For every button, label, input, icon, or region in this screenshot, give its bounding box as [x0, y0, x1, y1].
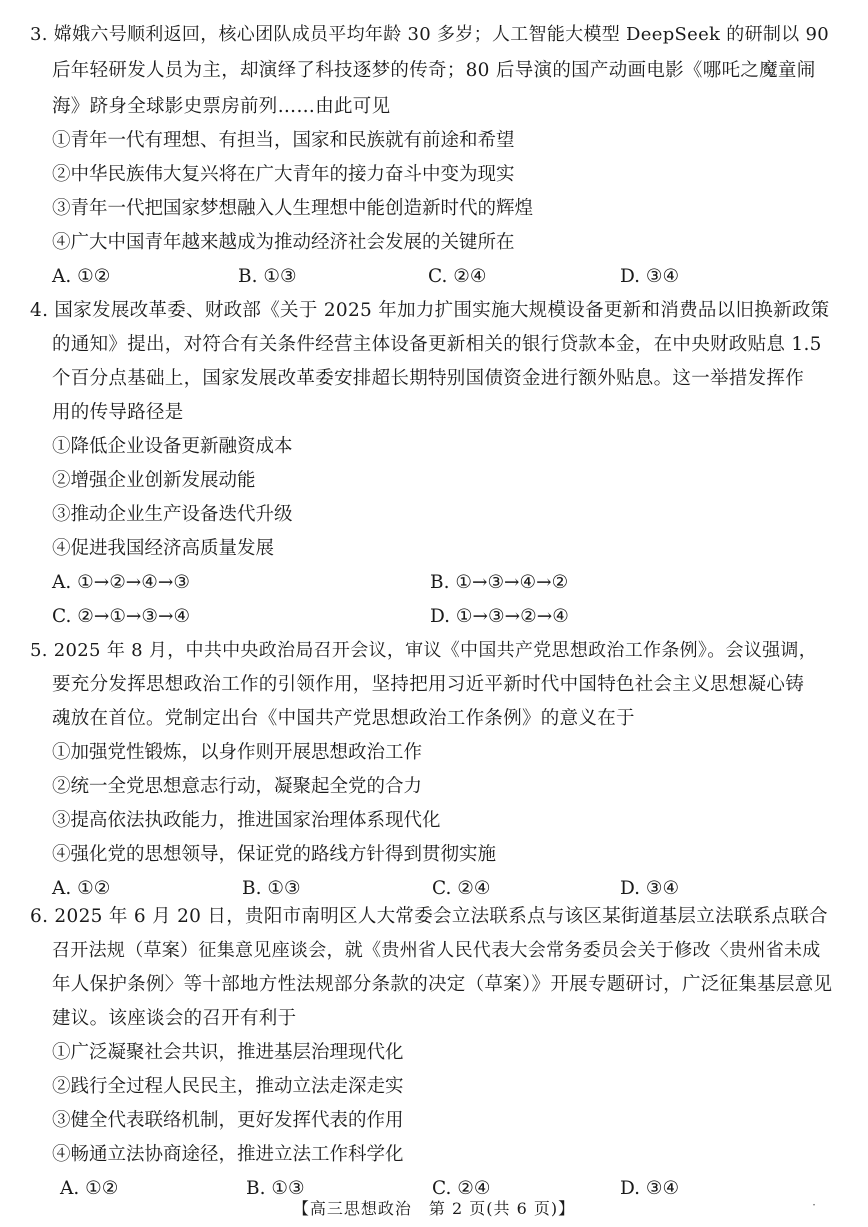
statement-option: ①降低企业设备更新融资成本 [52, 436, 293, 457]
choice-a: A. ①② [52, 878, 111, 899]
statement-option: ③青年一代把国家梦想融入人生理想中能创造新时代的辉煌 [52, 198, 534, 219]
statement-option: ②践行全过程人民民主，推动立法走深走实 [52, 1076, 404, 1097]
choice-b: B. ①→③→④→② [430, 572, 569, 593]
statement-option: ①青年一代有理想、有担当，国家和民族就有前途和希望 [52, 130, 515, 151]
question-stem-line: 海》跻身全球影史票房前列……由此可见 [52, 96, 391, 117]
statement-option: ④强化党的思想领导，保证党的路线方针得到贯彻实施 [52, 844, 497, 865]
question-stem-line: 5. 2025 年 8 月，中共中央政治局召开会议，审议《中国共产党思想政治工作条例》。会议强调， [30, 640, 818, 661]
question-stem-line: 后年轻研发人员为主，却演绎了科技逐梦的传奇；80 后导演的国产动画电影《哪吒之魔童闹 [52, 60, 816, 81]
statement-option: ③提高依法执政能力，推进国家治理体系现代化 [52, 810, 441, 831]
choice-a: A. ①② [52, 266, 111, 287]
statement-option: ③健全代表联络机制，更好发挥代表的作用 [52, 1110, 404, 1131]
question-stem-line: 3. 嫦娥六号顺利返回，核心团队成员平均年龄 30 多岁；人工智能大模型 DeepSeek 的研制以 90 [30, 24, 830, 45]
question-stem-line: 魂放在首位。党制定出台《中国共产党思想政治工作条例》的意义在于 [52, 708, 635, 729]
page-footer: 【高三思想政治 第 2 页(共 6 页)】 [292, 1199, 576, 1218]
statement-option: ③推动企业生产设备迭代升级 [52, 504, 293, 525]
statement-option: ④广大中国青年越来越成为推动经济社会发展的关键所在 [52, 232, 515, 253]
choice-a: A. ①→②→④→③ [52, 572, 190, 593]
choice-d: D. ③④ [620, 1178, 680, 1199]
choice-d: D. ①→③→②→④ [430, 606, 569, 627]
choice-c: C. ②④ [432, 878, 491, 899]
corner-mark: · [812, 1198, 816, 1212]
choice-b: B. ①③ [238, 266, 297, 287]
question-stem-line: 用的传导路径是 [52, 402, 184, 423]
statement-option: ①加强党性锻炼，以身作则开展思想政治工作 [52, 742, 423, 763]
question-stem-line: 召开法规（草案）征集意见座谈会，就《贵州省人民代表大会常务委员会关于修改〈贵州省未成 [52, 940, 821, 961]
question-stem-line: 的通知》提出，对符合有关条件经营主体设备更新相关的银行贷款本金，在中央财政贴息 1.5 [52, 334, 822, 355]
choice-b: B. ①③ [246, 1178, 305, 1199]
statement-option: ①广泛凝聚社会共识，推进基层治理现代化 [52, 1042, 404, 1063]
question-stem-line: 要充分发挥思想政治工作的引领作用，坚持把用习近平新时代中国特色社会主义思想凝心铸 [52, 674, 805, 695]
choice-c: C. ②④ [432, 1178, 491, 1199]
choice-c: C. ②→①→③→④ [52, 606, 191, 627]
statement-option: ④促进我国经济高质量发展 [52, 538, 275, 559]
question-stem-line: 6. 2025 年 6 月 20 日，贵阳市南明区人大常委会立法联系点与该区某街道基层立法联系点联合 [30, 906, 828, 927]
choice-d: D. ③④ [620, 266, 680, 287]
question-stem-line: 个百分点基础上，国家发展改革委安排超长期特别国债资金进行额外贴息。这一举措发挥作 [52, 368, 805, 389]
statement-option: ②统一全党思想意志行动，凝聚起全党的合力 [52, 776, 423, 797]
statement-option: ④畅通立法协商途径，推进立法工作科学化 [52, 1144, 404, 1165]
question-stem-line: 建议。该座谈会的召开有利于 [52, 1008, 297, 1029]
statement-option: ②中华民族伟大复兴将在广大青年的接力奋斗中变为现实 [52, 164, 515, 185]
choice-b: B. ①③ [242, 878, 301, 899]
question-stem-line: 4. 国家发展改革委、财政部《关于 2025 年加力扩围实施大规模设备更新和消费品以旧换新政策 [30, 300, 830, 321]
question-stem-line: 年人保护条例〉等十部地方性法规部分条款的决定（草案）》开展专题研讨，广泛征集基层意见 [52, 974, 833, 995]
statement-option: ②增强企业创新发展动能 [52, 470, 256, 491]
choice-c: C. ②④ [428, 266, 487, 287]
choice-a: A. ①② [60, 1178, 119, 1199]
choice-d: D. ③④ [620, 878, 680, 899]
